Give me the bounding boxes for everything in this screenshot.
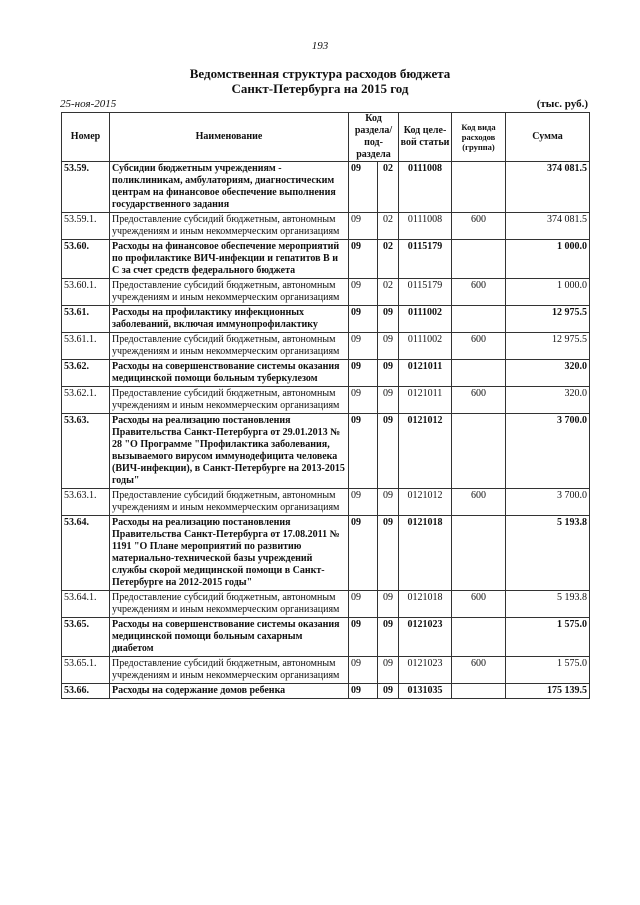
row-expense-type: 600 bbox=[452, 489, 506, 516]
row-number: 53.63. bbox=[62, 414, 110, 489]
header-target: Код целе- вой статьи bbox=[399, 113, 452, 162]
row-number: 53.65.1. bbox=[62, 657, 110, 684]
row-section: 09 bbox=[349, 387, 378, 414]
row-expense-type bbox=[452, 162, 506, 213]
row-subsection: 02 bbox=[378, 240, 399, 279]
row-section: 09 bbox=[349, 279, 378, 306]
row-target: 0121018 bbox=[399, 516, 452, 591]
row-sum: 3 700.0 bbox=[506, 489, 590, 516]
row-sum: 320.0 bbox=[506, 387, 590, 414]
row-name: Предоставление субсидий бюджетным, автономным учреждениям и иным некоммерческим организациям bbox=[110, 333, 349, 360]
row-number: 53.62.1. bbox=[62, 387, 110, 414]
row-target: 0121012 bbox=[399, 489, 452, 516]
row-name: Расходы на реализацию постановления Правительства Санкт-Петербурга от 29.01.2013 № 28 "О Программе "Профилактика заболевания, вызываемого вирусом иммунодефицита человека (ВИЧ-инфекции), в Санкт-Петербурге на 2013-2015 годы" bbox=[110, 414, 349, 489]
table-row bbox=[62, 684, 590, 699]
row-number: 53.59. bbox=[62, 162, 110, 213]
row-expense-type: 600 bbox=[452, 333, 506, 360]
table-row bbox=[62, 591, 590, 618]
row-sum: 1 575.0 bbox=[506, 618, 590, 657]
row-section: 09 bbox=[349, 213, 378, 240]
row-number: 53.62. bbox=[62, 360, 110, 387]
row-name: Предоставление субсидий бюджетным, автономным учреждениям и иным некоммерческим организациям bbox=[110, 657, 349, 684]
row-target: 0121023 bbox=[399, 657, 452, 684]
row-expense-type: 600 bbox=[452, 657, 506, 684]
page-number: 193 bbox=[311, 40, 329, 52]
row-expense-type: 600 bbox=[452, 213, 506, 240]
row-name: Предоставление субсидий бюджетным, автономным учреждениям и иным некоммерческим организациям bbox=[110, 213, 349, 240]
row-name: Расходы на совершенствование системы оказания медицинской помощи больным туберкулезом bbox=[110, 360, 349, 387]
row-section: 09 bbox=[349, 489, 378, 516]
row-number: 53.61. bbox=[62, 306, 110, 333]
row-target: 0115179 bbox=[399, 279, 452, 306]
row-target: 0121023 bbox=[399, 618, 452, 657]
row-subsection: 02 bbox=[378, 279, 399, 306]
row-number: 53.63.1. bbox=[62, 489, 110, 516]
row-sum: 12 975.5 bbox=[506, 306, 590, 333]
row-target: 0131035 bbox=[399, 684, 452, 699]
row-name: Расходы на совершенствование системы оказания медицинской помощи больным сахарным диабетом bbox=[110, 618, 349, 657]
budget-table bbox=[61, 112, 590, 699]
row-subsection: 09 bbox=[378, 360, 399, 387]
row-subsection: 09 bbox=[378, 387, 399, 414]
row-expense-type bbox=[452, 240, 506, 279]
row-expense-type bbox=[452, 306, 506, 333]
table-row bbox=[62, 489, 590, 516]
row-subsection: 02 bbox=[378, 213, 399, 240]
row-target: 0121018 bbox=[399, 591, 452, 618]
row-expense-type bbox=[452, 684, 506, 699]
row-subsection: 09 bbox=[378, 591, 399, 618]
row-section: 09 bbox=[349, 657, 378, 684]
row-expense-type bbox=[452, 516, 506, 591]
row-number: 53.60.1. bbox=[62, 279, 110, 306]
row-sum: 374 081.5 bbox=[506, 213, 590, 240]
row-name: Предоставление субсидий бюджетным, автономным учреждениям и иным некоммерческим организациям bbox=[110, 279, 349, 306]
row-expense-type bbox=[452, 414, 506, 489]
row-name: Предоставление субсидий бюджетным, автономным учреждениям и иным некоммерческим организациям bbox=[110, 489, 349, 516]
table-row bbox=[62, 387, 590, 414]
row-section: 09 bbox=[349, 306, 378, 333]
row-subsection: 09 bbox=[378, 516, 399, 591]
row-subsection: 09 bbox=[378, 618, 399, 657]
row-expense-type: 600 bbox=[452, 279, 506, 306]
row-number: 53.61.1. bbox=[62, 333, 110, 360]
table-header-row bbox=[62, 113, 590, 162]
row-sum: 1 000.0 bbox=[506, 240, 590, 279]
row-number: 53.64. bbox=[62, 516, 110, 591]
row-target: 0111008 bbox=[399, 213, 452, 240]
table-row bbox=[62, 516, 590, 591]
row-section: 09 bbox=[349, 618, 378, 657]
row-section: 09 bbox=[349, 333, 378, 360]
row-sum: 5 193.8 bbox=[506, 591, 590, 618]
row-expense-type bbox=[452, 360, 506, 387]
row-name: Расходы на финансовое обеспечение мероприятий по профилактике ВИЧ-инфекции и гепатитов В и С за счет средств федерального бюджета bbox=[110, 240, 349, 279]
row-target: 0111002 bbox=[399, 306, 452, 333]
document-title bbox=[0, 66, 640, 96]
row-sum: 3 700.0 bbox=[506, 414, 590, 489]
row-expense-type bbox=[452, 618, 506, 657]
row-section: 09 bbox=[349, 516, 378, 591]
row-name: Расходы на содержание домов ребенка bbox=[110, 684, 349, 699]
row-section: 09 bbox=[349, 360, 378, 387]
row-section: 09 bbox=[349, 414, 378, 489]
row-sum: 374 081.5 bbox=[506, 162, 590, 213]
table-row bbox=[62, 213, 590, 240]
row-expense-type: 600 bbox=[452, 591, 506, 618]
table-row bbox=[62, 360, 590, 387]
row-sum: 5 193.8 bbox=[506, 516, 590, 591]
row-section: 09 bbox=[349, 591, 378, 618]
row-target: 0111008 bbox=[399, 162, 452, 213]
row-subsection: 02 bbox=[378, 162, 399, 213]
row-name: Предоставление субсидий бюджетным, автономным учреждениям и иным некоммерческим организациям bbox=[110, 591, 349, 618]
units-label: (тыс. руб.) bbox=[536, 98, 588, 110]
row-target: 0121011 bbox=[399, 360, 452, 387]
header-number: Номер bbox=[62, 113, 110, 162]
row-sum: 175 139.5 bbox=[506, 684, 590, 699]
row-number: 53.59.1. bbox=[62, 213, 110, 240]
row-section: 09 bbox=[349, 162, 378, 213]
row-section: 09 bbox=[349, 684, 378, 699]
row-sum: 12 975.5 bbox=[506, 333, 590, 360]
title-line-2: Санкт-Петербурга на 2015 год bbox=[231, 81, 409, 96]
row-number: 53.64.1. bbox=[62, 591, 110, 618]
row-number: 53.66. bbox=[62, 684, 110, 699]
row-name: Расходы на профилактику инфекционных заболеваний, включая иммунопрофилактику bbox=[110, 306, 349, 333]
row-sum: 1 000.0 bbox=[506, 279, 590, 306]
table-row bbox=[62, 162, 590, 213]
row-number: 53.60. bbox=[62, 240, 110, 279]
header-sum: Сумма bbox=[506, 113, 590, 162]
row-number: 53.65. bbox=[62, 618, 110, 657]
row-sum: 1 575.0 bbox=[506, 657, 590, 684]
row-target: 0115179 bbox=[399, 240, 452, 279]
row-name: Субсидии бюджетным учреждениям - поликлиникам, амбулаториям, диагностическим центрам на финансовое обеспечение выполнения государственного задания bbox=[110, 162, 349, 213]
row-sum: 320.0 bbox=[506, 360, 590, 387]
table-row bbox=[62, 333, 590, 360]
row-expense-type: 600 bbox=[452, 387, 506, 414]
table-row bbox=[62, 657, 590, 684]
table-row bbox=[62, 240, 590, 279]
header-name: Наименование bbox=[110, 113, 349, 162]
title-line-1: Ведомственная структура расходов бюджета bbox=[189, 66, 451, 81]
row-name: Предоставление субсидий бюджетным, автономным учреждениям и иным некоммерческим организациям bbox=[110, 387, 349, 414]
table-row bbox=[62, 279, 590, 306]
row-subsection: 09 bbox=[378, 657, 399, 684]
row-target: 0111002 bbox=[399, 333, 452, 360]
row-section: 09 bbox=[349, 240, 378, 279]
table-row bbox=[62, 618, 590, 657]
row-subsection: 09 bbox=[378, 684, 399, 699]
row-target: 0121012 bbox=[399, 414, 452, 489]
row-name: Расходы на реализацию постановления Правительства Санкт-Петербурга от 17.08.2011 № 1191 "О Плане мероприятий по развитию материально-технической базы учреждений службы скорой медицинской помощи в Санкт-Петербурге на 2012-2015 годы" bbox=[110, 516, 349, 591]
table-row bbox=[62, 306, 590, 333]
row-subsection: 09 bbox=[378, 414, 399, 489]
row-subsection: 09 bbox=[378, 489, 399, 516]
header-expense-type: Код вида расходов (группа) bbox=[452, 113, 506, 162]
header-section: Код раздела/ под- раздела bbox=[349, 113, 399, 162]
row-target: 0121011 bbox=[399, 387, 452, 414]
table-row bbox=[62, 414, 590, 489]
row-subsection: 09 bbox=[378, 333, 399, 360]
document-date: 25-ноя-2015 bbox=[60, 98, 117, 110]
row-subsection: 09 bbox=[378, 306, 399, 333]
